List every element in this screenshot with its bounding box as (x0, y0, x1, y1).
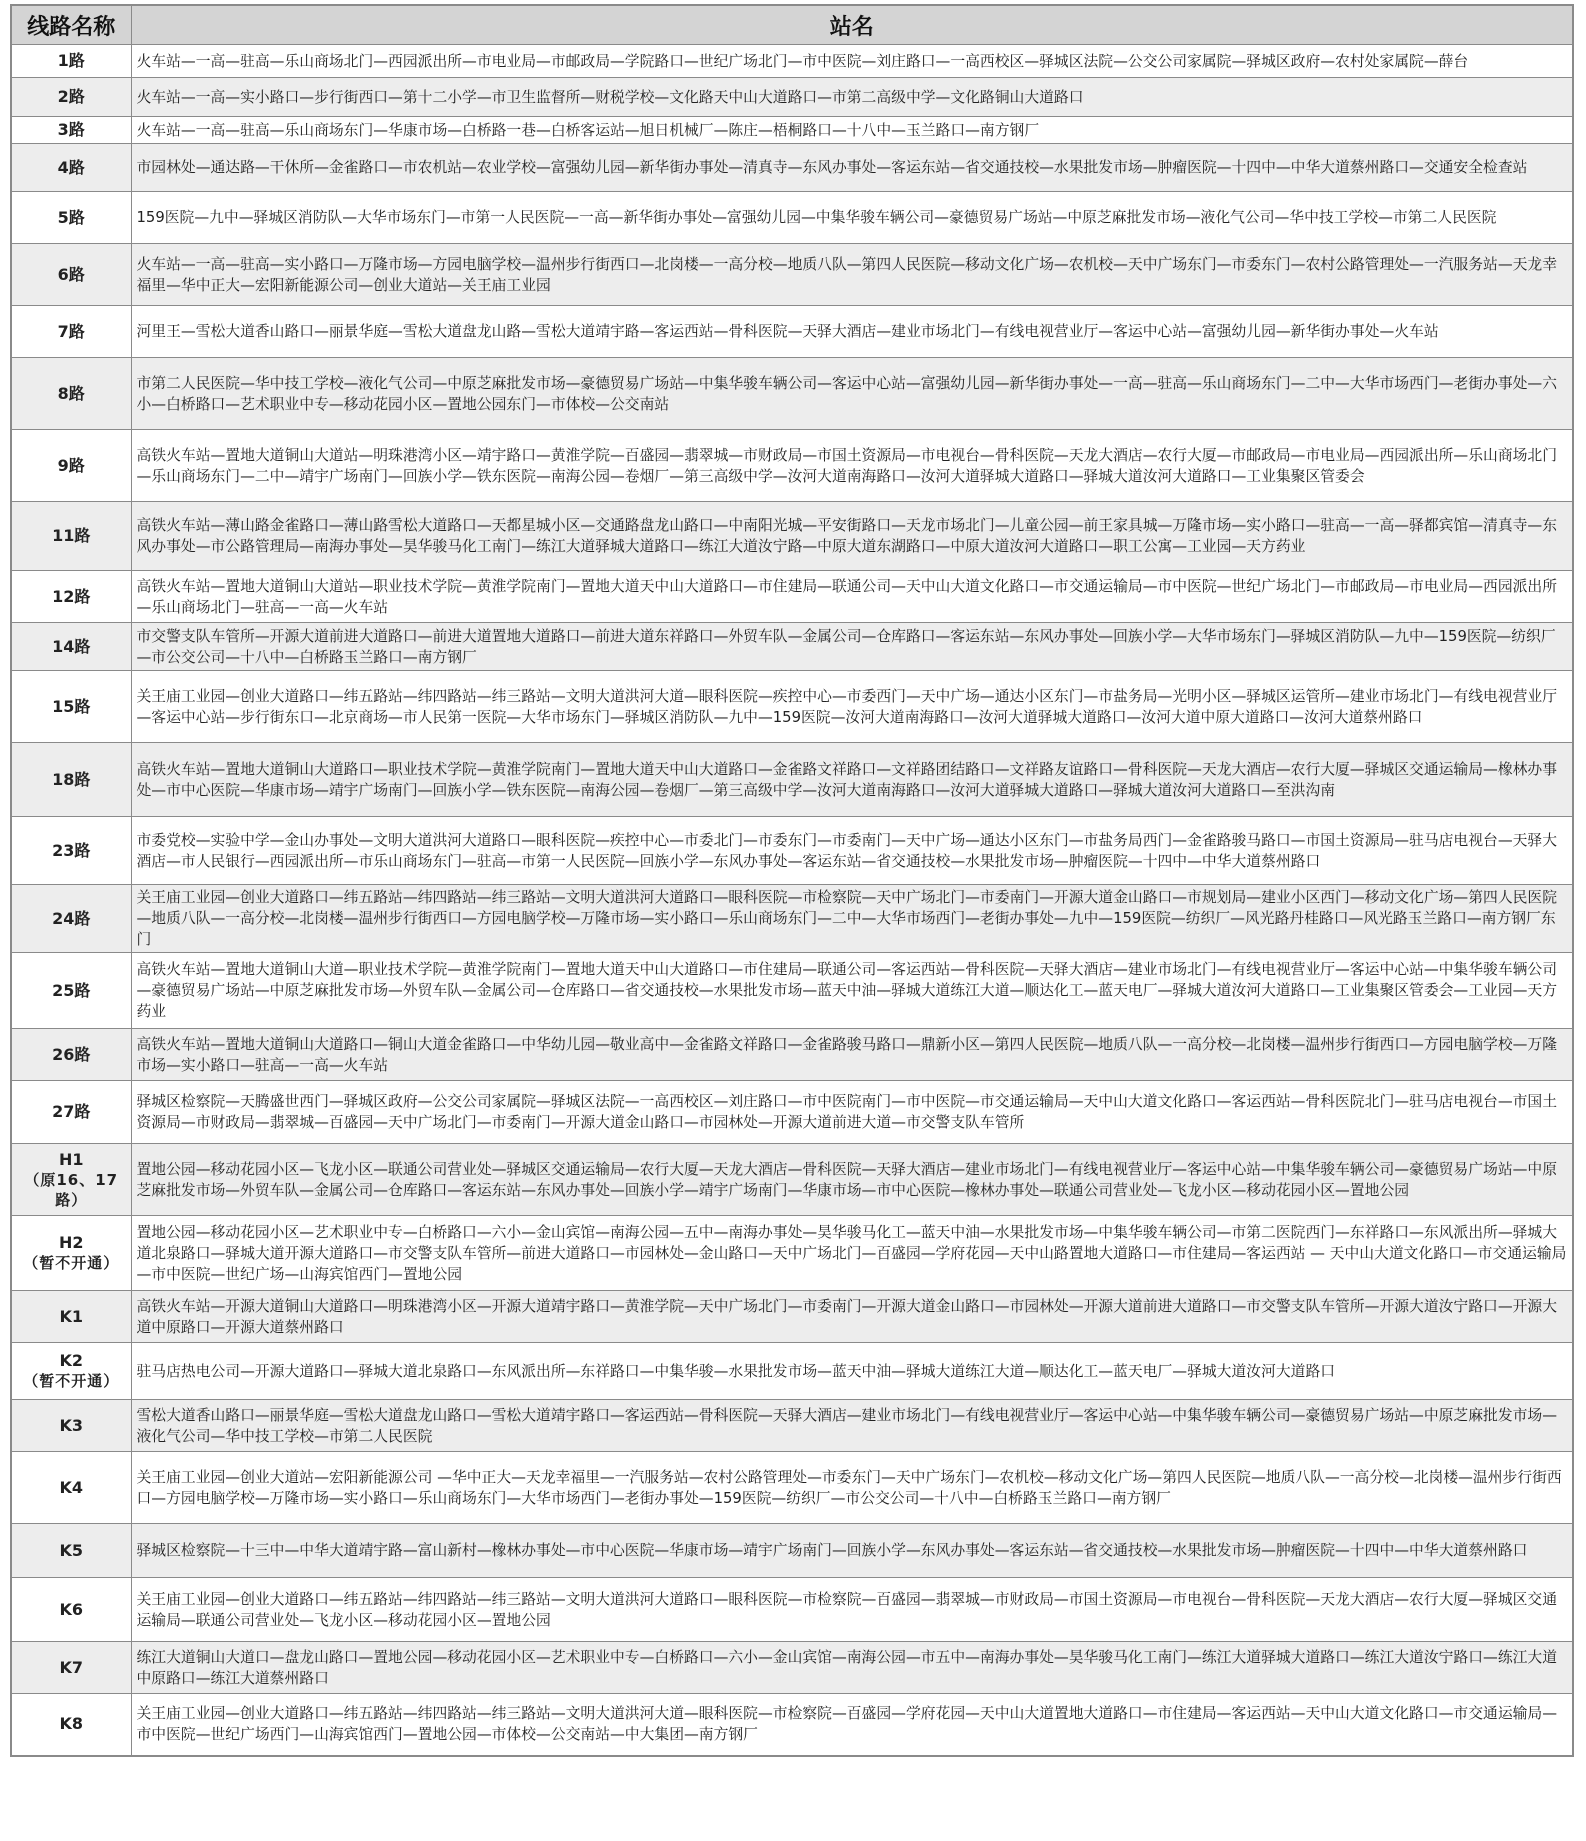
route-name: 11路 (52, 526, 91, 545)
route-name: 14路 (52, 636, 91, 656)
route-stations: 高铁火车站—薄山路金雀路口—薄山路雪松大道路口—天都星城小区—交通路盘龙山路口—中南阳光城—平安街路口—天龙市场北门—儿童公园—前王家具城—万隆市场—实小路口—驻高—一高—驿都宾馆—清真寺—东风办事处—市公路管理局—南海办事处—昊华骏马化工南门—练江大道驿城大道路口—练江大道汝宁路—中原大道东湖路口—中原大道汝河大道路口—职工公寓—工业园—天方药业 (131, 502, 1573, 571)
route-name-cell (11, 244, 131, 306)
route-stations: 置地公园—移动花园小区—艺术职业中专—白桥路口—六小—金山宾馆—南海公园—五中—南海办事处—昊华骏马化工—蓝天中油—水果批发市场—中集华骏车辆公司—市第二医院西门—东祥路口—东风派出所—驿城大道北泉路口—驿城大道开源大道路口—市交警支队车管所—前进大道路口—市园林处—金山路口—天中广场北门—百盛园—学府花园—天中山路置地大道路口—市住建局—客运西站 — 天中山大道文化路口—市交通运输局—市中医院—世纪广场—山海宾馆西门—置地公园 (131, 1216, 1573, 1291)
route-name: 18路 (52, 769, 91, 789)
route-name-cell (11, 1452, 131, 1524)
route-name: K7 (59, 1657, 84, 1677)
route-table-body (11, 45, 1573, 1756)
route-name-cell (11, 743, 131, 817)
route-stations: 置地公园—移动花园小区—飞龙小区—联通公司营业处—驿城区交通运输局—农行大厦—天龙大酒店—骨科医院—天驿大酒店—建业市场北门—有线电视营业厅—客运中心站—中集华骏车辆公司—豪德贸易广场站—中原芝麻批发市场—外贸车队—金属公司—仓库路口—客运东站—东风办事处—回族小学—靖宇广场南门—华康市场—市中心医院—橡林办事处—联通公司营业处—飞龙小区—移动花园小区—置地公园 (131, 1144, 1573, 1216)
route-name-cell (11, 1694, 131, 1756)
table-row (11, 671, 1573, 743)
route-name: K3 (59, 1415, 84, 1435)
route-name-cell (11, 306, 131, 358)
route-name: 23路 (52, 840, 91, 860)
route-name: 6路 (57, 264, 85, 284)
route-name-cell (11, 358, 131, 430)
table-row (11, 78, 1573, 117)
table-row (11, 1081, 1573, 1144)
route-name: 27路 (52, 1102, 91, 1121)
route-name-cell (11, 502, 131, 571)
bus-route-table (10, 4, 1574, 1757)
table-row (11, 1343, 1573, 1400)
route-name-cell (11, 817, 131, 885)
table-row (11, 45, 1573, 78)
route-name: K8 (59, 1714, 84, 1734)
route-stations: 河里王—雪松大道香山路口—丽景华庭—雪松大道盘龙山路—雪松大道靖宇路—客运西站—骨科医院—天驿大酒店—建业市场北门—有线电视营业厅—客运中心站—富强幼儿园—新华街办事处—火车站 (131, 306, 1573, 358)
route-name-cell (11, 1400, 131, 1452)
route-name: 12路 (52, 586, 91, 606)
table-row (11, 1694, 1573, 1756)
header-route-name: 线路名称 (11, 5, 131, 45)
route-name: K4 (59, 1477, 84, 1497)
table-row (11, 306, 1573, 358)
table-row (11, 244, 1573, 306)
route-note: （暂不开通） (23, 1372, 120, 1390)
table-row (11, 144, 1573, 192)
route-name: 3路 (57, 120, 85, 139)
route-stations: 驿城区检察院—天腾盛世西门—驿城区政府—公交公司家属院—驿城区法院—一高西校区—刘庄路口—市中医院南门—市中医院—市交通运输局—天中山大道文化路口—客运西站—骨科医院北门—驻马店电视台—市国土资源局—市财政局—翡翠城—百盛园—天中广场北门—市委南门—开源大道金山路口—市园林处—开源大道前进大道—市交警支队车管所 (131, 1081, 1573, 1144)
route-name: 4路 (57, 157, 85, 177)
route-name: K5 (59, 1540, 84, 1560)
route-stations: 驻马店热电公司—开源大道路口—驿城大道北泉路口—东风派出所—东祥路口—中集华骏—水果批发市场—蓝天中油—驿城大道练江大道—顺达化工—蓝天电厂—驿城大道汝河大道路口 (131, 1343, 1573, 1400)
table-header-row (11, 5, 1573, 45)
route-stations: 雪松大道香山路口—丽景华庭—雪松大道盘龙山路口—雪松大道靖宇路口—客运西站—骨科医院—天驿大酒店—建业市场北门—有线电视营业厅—客运中心站—中集华骏车辆公司—豪德贸易广场站—中原芝麻批发市场—液化气公司—华中技工学校—市第二人民医院 (131, 1400, 1573, 1452)
route-stations: 高铁火车站—置地大道铜山大道站—职业技术学院—黄淮学院南门—置地大道天中山大道路口—市住建局—联通公司—天中山大道文化路口—市交通运输局—市中医院—世纪广场北门—市邮政局—市电业局—西园派出所—乐山商场北门—驻高—一高—火车站 (131, 571, 1573, 623)
table-row (11, 743, 1573, 817)
table-row (11, 1216, 1573, 1291)
table-row (11, 1144, 1573, 1216)
route-stations: 高铁火车站—置地大道铜山大道路口—铜山大道金雀路口—中华幼儿园—敬业高中—金雀路文祥路口—金雀路骏马路口—鼎新小区—第四人民医院—地质八队—一高分校—北岗楼—温州步行街西口—方园电脑学校—万隆市场—实小路口—驻高—一高—火车站 (131, 1029, 1573, 1081)
route-name: 15路 (52, 696, 91, 716)
route-name-cell (11, 1291, 131, 1343)
route-name: K6 (59, 1599, 84, 1619)
table-row (11, 430, 1573, 502)
table-row (11, 117, 1573, 144)
route-name: 9路 (57, 455, 85, 475)
route-note: （原16、17路） (24, 1170, 119, 1209)
route-name-cell (11, 953, 131, 1029)
route-stations: 高铁火车站—置地大道铜山大道路口—职业技术学院—黄淮学院南门—置地大道天中山大道路口—金雀路文祥路口—文祥路团结路口—文祥路友谊路口—骨科医院—天龙大酒店—农行大厦—驿城区交通运输局—橡林办事处—市中心医院—华康市场—靖宇广场南门—回族小学—铁东医院—南海公园—卷烟厂—第三高级中学—汝河大道南海路口—汝河大道驿城大道路口—驿城大道汝河大道路口—至洪沟南 (131, 743, 1573, 817)
table-row (11, 358, 1573, 430)
route-name: K1 (59, 1306, 84, 1326)
route-stations: 火车站—一高—实小路口—步行街西口—第十二小学—市卫生监督所—财税学校—文化路天中山大道路口—市第二高级中学—文化路铜山大道路口 (131, 78, 1573, 117)
route-name-cell (11, 45, 131, 78)
route-name-cell (11, 1578, 131, 1642)
route-name: 24路 (52, 908, 91, 928)
table-row (11, 817, 1573, 885)
route-stations: 高铁火车站—开源大道铜山大道路口—明珠港湾小区—开源大道靖宇路口—黄淮学院—天中广场北门—市委南门—开源大道金山路口—市园林处—开源大道前进大道路口—市交警支队车管所—开源大道汝宁路口—开源大道中原路口—开源大道蔡州路口 (131, 1291, 1573, 1343)
route-name: 1路 (57, 51, 85, 70)
table-row (11, 192, 1573, 244)
route-name-cell (11, 1343, 131, 1400)
route-stations: 市交警支队车管所—开源大道前进大道路口—前进大道置地大道路口—前进大道东祥路口—外贸车队—金属公司—仓库路口—客运东站—东风办事处—回族小学—大华市场东门—驿城区消防队—九中—159医院—纺织厂—市公交公司—十八中—白桥路玉兰路口—南方钢厂 (131, 623, 1573, 671)
route-name: H2 (58, 1233, 84, 1252)
route-stations: 火车站—一高—驻高—实小路口—万隆市场—方园电脑学校—温州步行街西口—北岗楼—一高分校—地质八队—第四人民医院—移动文化广场—农机校—天中广场东门—市委东门—农村公路管理处—一汽服务站—天龙幸福里—华中正大—宏阳新能源公司—创业大道站—关王庙工业园 (131, 244, 1573, 306)
route-stations: 驿城区检察院—十三中—中华大道靖宇路—富山新村—橡林办事处—市中心医院—华康市场—靖宇广场南门—回族小学—东风办事处—客运东站—省交通技校—水果批发市场—肿瘤医院—十四中—中华大道蔡州路口 (131, 1524, 1573, 1578)
route-stations: 市第二人民医院—华中技工学校—液化气公司—中原芝麻批发市场—豪德贸易广场站—中集华骏车辆公司—客运中心站—富强幼儿园—新华街办事处—一高—驻高—乐山商场东门—二中—大华市场西门—老街办事处—六小—白桥路口—艺术职业中专—移动花园小区—置地公园东门—市体校—公交南站 (131, 358, 1573, 430)
route-name-cell (11, 1642, 131, 1694)
route-name: H1 (58, 1149, 84, 1169)
bus-route-sheet (10, 4, 1572, 1757)
route-name-cell (11, 192, 131, 244)
table-row (11, 502, 1573, 571)
route-stations: 高铁火车站—置地大道铜山大道—职业技术学院—黄淮学院南门—置地大道天中山大道路口—市住建局—联通公司—客运西站—骨科医院—天驿大酒店—建业市场北门—有线电视营业厅—客运中心站—中集华骏车辆公司—豪德贸易广场站—中原芝麻批发市场—外贸车队—金属公司—仓库路口—省交通技校—水果批发市场—蓝天中油—驿城大道练江大道—顺达化工—蓝天电厂—驿城大道汝河大道路口—工业集聚区管委会—工业园—天方药业 (131, 953, 1573, 1029)
route-name-cell (11, 1524, 131, 1578)
route-stations: 关王庙工业园—创业大道站—宏阳新能源公司 —华中正大—天龙幸福里—一汽服务站—农村公路管理处—市委东门—天中广场东门—农机校—移动文化广场—第四人民医院—地质八队—一高分校—北岗楼—温州步行街西口—方园电脑学校—万隆市场—实小路口—乐山商场东门—大华市场西门—老街办事处—159医院—纺织厂—市公交公司—十八中—白桥路玉兰路口—南方钢厂 (131, 1452, 1573, 1524)
route-name-cell (11, 623, 131, 671)
table-row (11, 1400, 1573, 1452)
route-name: 25路 (52, 980, 91, 1000)
table-row (11, 1029, 1573, 1081)
route-name-cell (11, 571, 131, 623)
table-row (11, 571, 1573, 623)
route-stations: 市园林处—通达路—干休所—金雀路口—市农机站—农业学校—富强幼儿园—新华街办事处—清真寺—东风办事处—客运东站—省交通技校—水果批发市场—肿瘤医院—十四中—中华大道蔡州路口—交通安全检查站 (131, 144, 1573, 192)
route-stations: 关王庙工业园—创业大道路口—纬五路站—纬四路站—纬三路站—文明大道洪河大道—眼科医院—疾控中心—市委西门—天中广场—通达小区东门—市盐务局—光明小区—驿城区运管所—建业市场北门—有线电视营业厅—客运中心站—步行街东口—北京商场—市人民第一医院—大华市场东门—驿城区消防队—九中—159医院—汝河大道南海路口—汝河大道驿城大道路口—汝河大道中原大道路口—汝河大道蔡州路口 (131, 671, 1573, 743)
route-name: 26路 (52, 1044, 91, 1064)
route-name-cell (11, 885, 131, 953)
table-row (11, 1452, 1573, 1524)
table-row (11, 1291, 1573, 1343)
route-stations: 关王庙工业园—创业大道路口—纬五路站—纬四路站—纬三路站—文明大道洪河大道路口—眼科医院—市检察院—百盛园—翡翠城—市财政局—市国土资源局—市电视台—骨科医院—天龙大酒店—农行大厦—驿城区交通运输局—联通公司营业处—飞龙小区—移动花园小区—置地公园 (131, 1578, 1573, 1642)
route-note: （暂不开通） (23, 1254, 120, 1272)
route-name-cell (11, 78, 131, 117)
route-name: 5路 (57, 207, 85, 227)
route-name-cell (11, 1144, 131, 1216)
route-name-cell (11, 671, 131, 743)
route-stations: 高铁火车站—置地大道铜山大道站—明珠港湾小区—靖宇路口—黄淮学院—百盛园—翡翠城—市财政局—市国土资源局—市电视台—骨科医院—天龙大酒店—农行大厦—市邮政局—市电业局—西园派出所—乐山商场北门—乐山商场东门—二中—靖宇广场南门—回族小学—铁东医院—南海公园—卷烟厂—第三高级中学—汝河大道南海路口—汝河大道驿城大道路口—驿城大道汝河大道路口—工业集聚区管委会 (131, 430, 1573, 502)
route-stations: 市委党校—实验中学—金山办事处—文明大道洪河大道路口—眼科医院—疾控中心—市委北门—市委东门—市委南门—天中广场—通达小区东门—市盐务局西门—金雀路骏马路口—市国土资源局—驻马店电视台—天驿大酒店—市人民银行—西园派出所—市乐山商场东门—驻高—市第一人民医院—回族小学—东风办事处—客运东站—省交通技校—水果批发市场—肿瘤医院—十四中—中华大道蔡州路口 (131, 817, 1573, 885)
table-row (11, 1578, 1573, 1642)
route-stations: 火车站—一高—驻高—乐山商场北门—西园派出所—市电业局—市邮政局—学院路口—世纪广场北门—市中医院—刘庄路口—一高西校区—驿城区法院—公交公司家属院—驿城区政府—农村处家属院—薛台 (131, 45, 1573, 78)
table-row (11, 1642, 1573, 1694)
route-stations: 关王庙工业园—创业大道路口—纬五路站—纬四路站—纬三路站—文明大道洪河大道路口—眼科医院—市检察院—天中广场北门—市委南门—开源大道金山路口—市规划局—建业小区西门—移动文化广场—第四人民医院—地质八队—一高分校—北岗楼—温州步行街西口—方园电脑学校—万隆市场—实小路口—乐山商场东门—二中—大华市场西门—老街办事处—九中—159医院—纺织厂—风光路丹桂路口—风光路玉兰路口—南方钢厂东门 (131, 885, 1573, 953)
route-name-cell (11, 1081, 131, 1144)
table-row (11, 885, 1573, 953)
route-stations: 关王庙工业园—创业大道路口—纬五路站—纬四路站—纬三路站—文明大道洪河大道—眼科医院—市检察院—百盛园—学府花园—天中山大道置地大道路口—市住建局—客运西站—天中山大道文化路口—市交通运输局—市中医院—世纪广场西门—山海宾馆西门—置地公园—市体校—公交南站—中大集团—南方钢厂 (131, 1694, 1573, 1756)
route-name-cell (11, 430, 131, 502)
route-name-cell (11, 144, 131, 192)
table-row (11, 953, 1573, 1029)
route-name-cell (11, 1216, 131, 1291)
route-stations: 练江大道铜山大道口—盘龙山路口—置地公园—移动花园小区—艺术职业中专—白桥路口—六小—金山宾馆—南海公园—市五中—南海办事处—昊华骏马化工南门—练江大道驿城大道路口—练江大道汝宁路口—练江大道中原路口—练江大道蔡州路口 (131, 1642, 1573, 1694)
route-name-cell (11, 1029, 131, 1081)
route-name: 7路 (57, 321, 85, 341)
route-name: 8路 (57, 383, 85, 403)
route-name-cell (11, 117, 131, 144)
table-row (11, 623, 1573, 671)
route-name: 2路 (57, 87, 85, 106)
header-station-names: 站名 (131, 5, 1573, 45)
route-stations: 火车站—一高—驻高—乐山商场东门—华康市场—白桥路一巷—白桥客运站—旭日机械厂—陈庄—梧桐路口—十八中—玉兰路口—南方钢厂 (131, 117, 1573, 144)
table-row (11, 1524, 1573, 1578)
route-stations: 159医院—九中—驿城区消防队—大华市场东门—市第一人民医院—一高—新华街办事处—富强幼儿园—中集华骏车辆公司—豪德贸易广场站—中原芝麻批发市场—液化气公司—华中技工学校—市第二人民医院 (131, 192, 1573, 244)
route-name: K2 (59, 1351, 84, 1370)
